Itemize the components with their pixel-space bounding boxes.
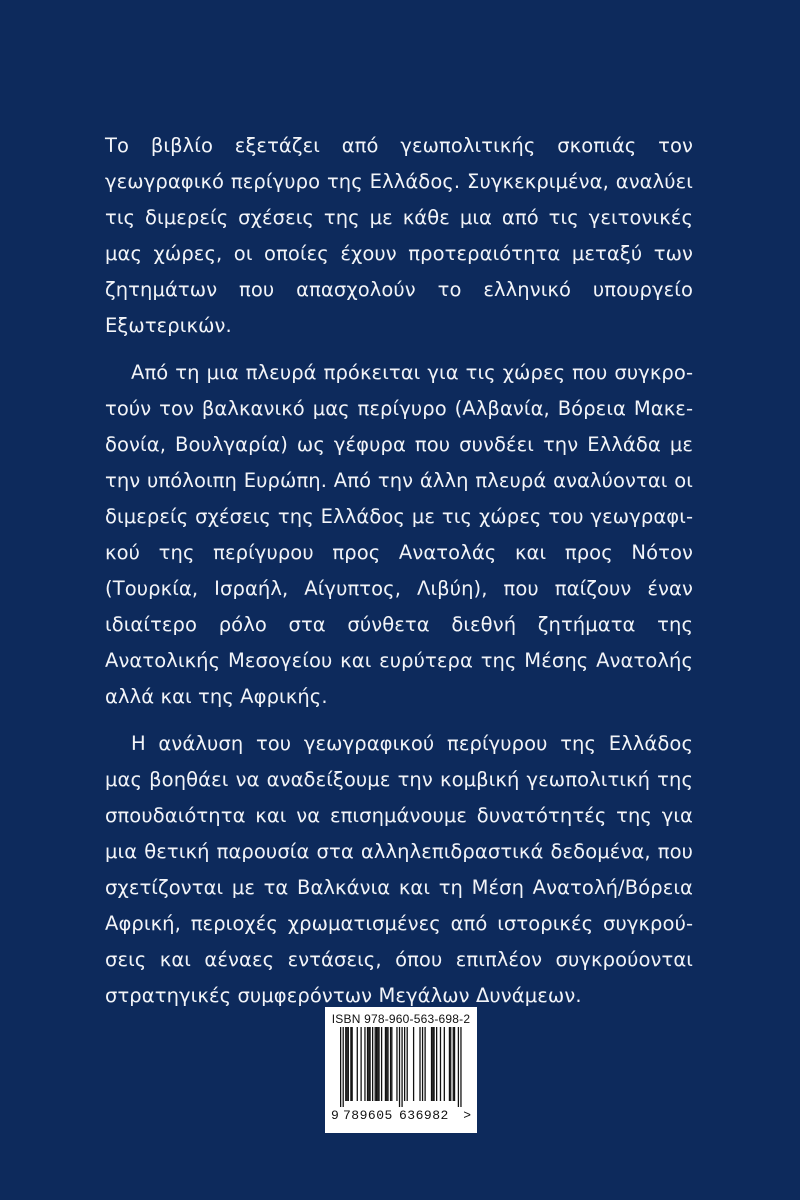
barcode-digits-left: 789605 [343, 1108, 393, 1123]
barcode-bar [352, 1027, 353, 1101]
barcode-bar [369, 1027, 370, 1101]
barcode-bar [404, 1027, 405, 1101]
barcode-bar [375, 1027, 376, 1101]
barcode-bar [357, 1027, 358, 1101]
barcode-bar [424, 1027, 425, 1101]
barcode-bar [368, 1027, 369, 1101]
barcode-bar [432, 1027, 433, 1101]
barcode-bar [378, 1027, 379, 1101]
barcode-bar [367, 1027, 368, 1101]
barcode-bar [348, 1027, 349, 1101]
barcode-bar [391, 1027, 392, 1101]
barcode-bar [413, 1027, 414, 1101]
barcode-digit-first: 9 [331, 1108, 339, 1123]
barcode-bar [377, 1027, 378, 1101]
barcode-bar [350, 1027, 351, 1101]
barcode-bar [390, 1027, 391, 1101]
barcode-digits [331, 1107, 471, 1125]
barcode-bar [422, 1027, 423, 1101]
barcode-bar [401, 1027, 402, 1107]
barcode-bar [454, 1027, 455, 1101]
barcode-bar [449, 1027, 450, 1101]
barcode-bar [440, 1027, 441, 1101]
barcode-bar [386, 1027, 387, 1101]
barcode-bar [387, 1027, 388, 1101]
barcode-bar [345, 1027, 346, 1101]
barcode-bar [431, 1027, 432, 1101]
barcode-bar [453, 1027, 454, 1101]
barcode-bar [396, 1027, 397, 1101]
barcode-bar [360, 1027, 361, 1101]
barcode-quiet-zone-mark: > [463, 1108, 471, 1123]
barcode-bar [376, 1027, 377, 1101]
barcode-bars [331, 1027, 471, 1107]
barcode-bar [450, 1027, 451, 1101]
isbn-label: ISBN 978-960-563-698-2 [331, 1012, 471, 1026]
barcode-bar [399, 1027, 400, 1107]
barcode-bar [372, 1027, 373, 1101]
barcode-bar [407, 1027, 408, 1101]
barcode-bar [343, 1027, 344, 1107]
barcode-bar [340, 1027, 341, 1107]
cover-blurb [105, 128, 693, 1025]
barcode-bar [419, 1027, 420, 1101]
barcode-bar [460, 1027, 461, 1107]
barcode-bar [381, 1027, 382, 1101]
blurb-paragraph-3: Η ανάλυση του γεωγραφικού περίγυρου της Ελλάδος μας βοηθάει να αναδείξουμε την κομβική γεωπολιτική της σπουδαιότητα και να επισημάνουμε δυνατότητές της για μια θετική παρουσία στα αλληλεπιδραστικά δεδομένα, που σχετίζονται με τα Βαλκάνια και τη Μέση Ανατολή/Βόρεια Αφρική, περιοχές χρωματισμένες από ιστορικές συγκρούσεις και αέναες εντάσεις, όπου επιπλέον συγκρούονται στρατηγικές συμφερόντων Μεγάλων Δυνάμεων. [105, 732, 693, 1007]
barcode-bar [436, 1027, 437, 1101]
barcode-digits-right: 636982 [399, 1108, 449, 1123]
barcode-bar [385, 1027, 386, 1101]
barcode-bar [346, 1027, 347, 1101]
blurb-paragraph-2: Από τη μια πλευρά πρόκειται για τις χώρες που συγκροτούν τον βαλκανικό μας περίγυρο (Αλβανία, Βόρεια Μακεδονία, Βουλγαρία) ως γέφυρα που συνδέει την Ελλάδα με την υπόλοιπη Ευρώπη. Από την άλλη πλευρά αναλύονται οι διμερείς σχέσεις της Ελλάδος με τις χώρες του γεωγραφικού της περίγυρου προς Ανατολάς και προς Νότον (Τουρκία, Ισραήλ, Αίγυπτος, Λιβύη), που παίζουν έναν ιδιαίτερο ρόλο στα σύνθετα διεθνή ζητήματα της Ανατολικής Μεσογείου και ευρύτερα της Μέσης Ανατολής αλλά και της Αφρικής. [105, 361, 693, 708]
barcode-bar [364, 1027, 365, 1101]
isbn-barcode [325, 1007, 477, 1133]
barcode-bar [458, 1027, 459, 1107]
barcode-bar [433, 1027, 434, 1101]
barcode-bar [444, 1027, 445, 1101]
blurb-paragraph-1: Το βιβλίο εξετάζει από γεωπολιτικής σκοπιάς τον γεωγραφικό περίγυρο της Ελλάδος. Συγκεκριμένα, αναλύει τις διμερείς σχέσεις της με κάθε μια από τις γειτονικές μας χώρες, οι οποίες έχουν προτεραιότητα μεταξύ των ζητημάτων που απασχολούν το ελληνικό υπουργείο Εξωτερικών. [105, 134, 693, 337]
